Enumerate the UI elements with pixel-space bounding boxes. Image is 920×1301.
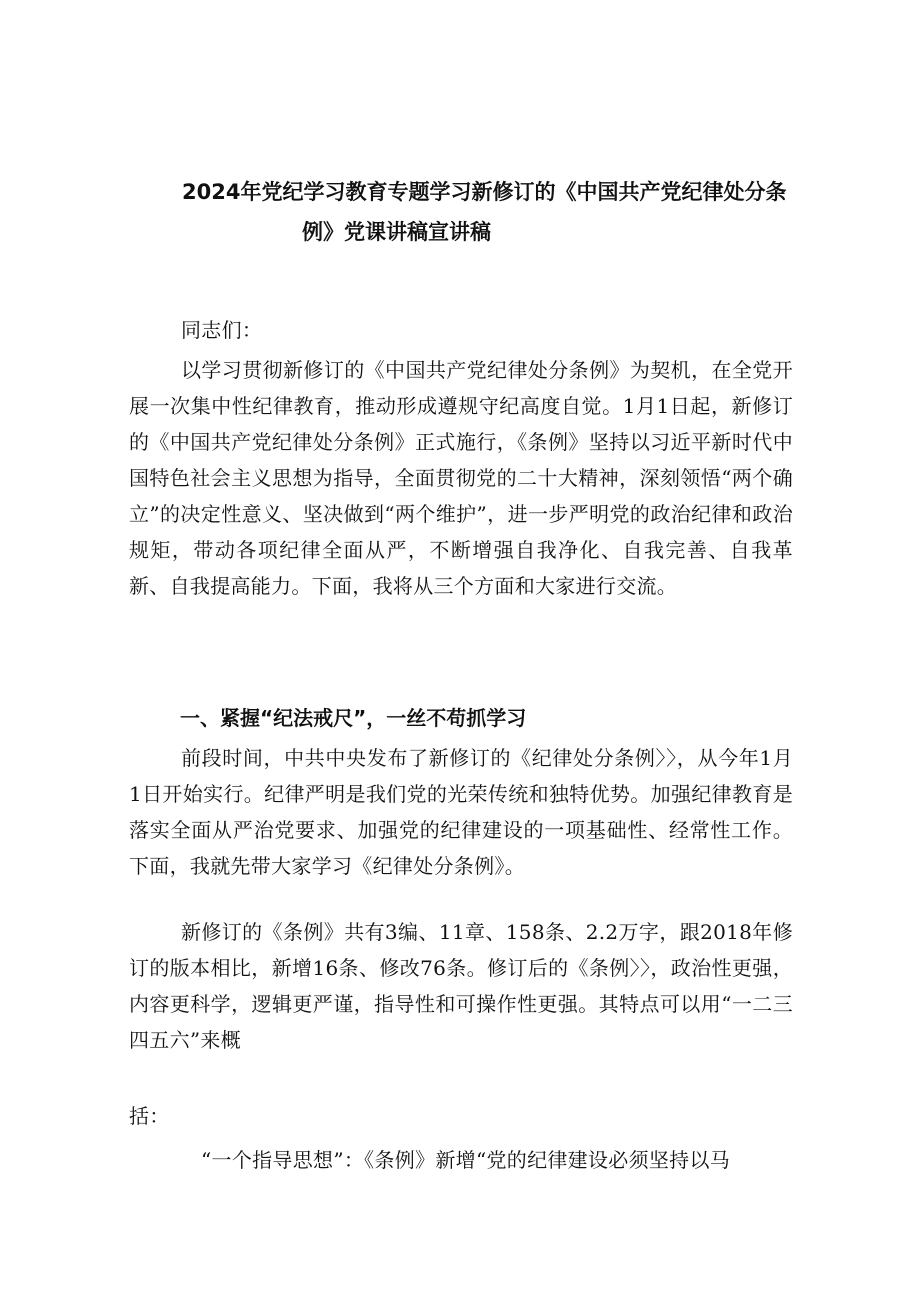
paragraph-section1-b: 新修订的《条例》共有3编、11章、158条、2.2万字，跟2018年修订的版本相比，新增16条、修改76条。修订后的《条例〉〉，政治性更强，内容更科学，逻辑更严谨，指导性和可操作性更强。其特点可以用“一二三四五六”来概 (129, 920, 793, 1052)
paragraph-intro: 以学习贯彻新修订的《中国共产党纪律处分条例》为契机，在全党开展一次集中性纪律教育，推动形成遵规守纪高度自觉。1月1日起，新修订的《中国共产党纪律处分条例》正式施行，《条例》坚持以习近平新时代中国特色社会主义思想为指导，全面贯彻党的二十大精神，深刻领悟“两个确立”的决定性意义、坚决做到“两个维护”，进一步严明党的政治纪律和政治规矩，带动各项纪律全面从严，不断增强自我净化、自我完善、自我革新、自我提高能力。下面，我将从三个方面和大家进行交流。 (129, 358, 793, 598)
paragraph-section1-a: 前段时间，中共中央发布了新修订的《纪律处分条例〉〉，从今年1月1日开始实行。纪律严明是我们党的光荣传统和独特优势。加强纪律教育是落实全面从严治党要求、加强党的纪律建设的一项基础性、经常性工作。下面，我就先带大家学习《纪律处分条例》。 (129, 746, 793, 878)
paragraph-guiding-thought: “一个指导思想”：《条例》新增“党的纪律建设必须坚持以马 (201, 1148, 731, 1172)
salutation: 同志们： (181, 318, 263, 342)
paragraph-continuation: 括： (129, 1104, 170, 1128)
section-heading-1: 一、紧握“纪法戒尺”，一丝不苟抓学习 (180, 706, 527, 730)
title-line-1: 2024年党纪学习教育专题学习新修订的《中国共产党纪律处分条 (182, 180, 787, 204)
document-title (182, 172, 802, 252)
title-line-2: 例》党课讲稿宣讲稿 (302, 220, 491, 244)
